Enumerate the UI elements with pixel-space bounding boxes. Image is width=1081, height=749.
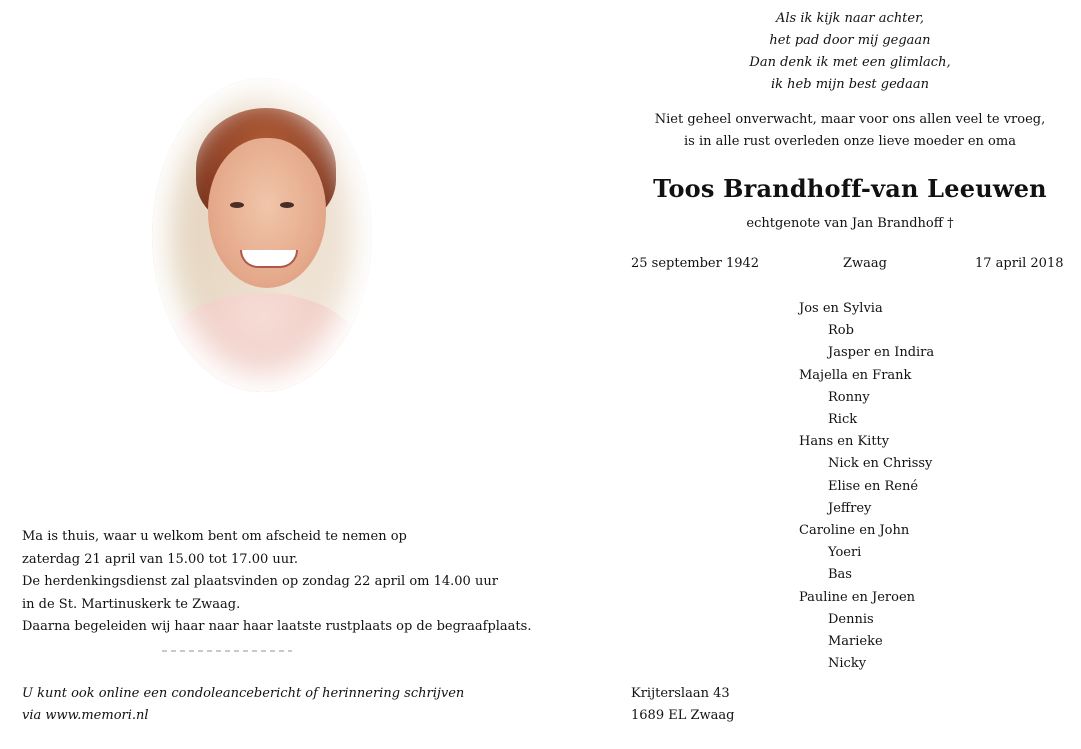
family-member: Elise en René bbox=[828, 478, 919, 494]
place: Zwaag bbox=[843, 256, 887, 271]
farewell-line: Ma is thuis, waar u welkom bent om afscheid te nemen op bbox=[22, 529, 407, 544]
farewell-line: in de St. Martinuskerk te Zwaag. bbox=[22, 596, 241, 612]
death-date: 17 april 2018 bbox=[975, 256, 1064, 271]
family-member: Caroline en John bbox=[799, 523, 910, 539]
address-street: Krijterslaan 43 bbox=[631, 686, 730, 701]
farewell-info bbox=[22, 526, 531, 639]
family-member: Nicky bbox=[828, 656, 867, 672]
announcement-intro bbox=[630, 109, 1070, 153]
online-link[interactable]: via www.memori.nl bbox=[22, 708, 149, 723]
poem bbox=[630, 8, 1070, 96]
intro-line: Niet geheel onverwacht, maar voor ons allen veel te vroeg, bbox=[654, 112, 1046, 127]
birth-date: 25 september 1942 bbox=[631, 256, 760, 271]
family-member: Majella en Frank bbox=[799, 367, 912, 383]
family-member: Jeffrey bbox=[828, 500, 872, 516]
family-member: Ronny bbox=[828, 389, 870, 405]
family-member: Jos en Sylvia bbox=[799, 301, 883, 316]
family-member: Hans en Kitty bbox=[799, 434, 890, 450]
poem-line: ik heb mijn best gedaan bbox=[771, 77, 929, 92]
deceased-name: Toos Brandhoff-van Leeuwen bbox=[653, 174, 1047, 203]
family-member: Nick en Chrissy bbox=[828, 456, 933, 472]
family-member: Rob bbox=[828, 323, 854, 339]
farewell-line: De herdenkingsdienst zal plaatsvinden op zondag 22 april om 14.00 uur bbox=[22, 574, 498, 590]
family-member: Bas bbox=[828, 567, 852, 583]
intro-line: is in alle rust overleden onze lieve moeder en oma bbox=[684, 134, 1016, 149]
farewell-line: Daarna begeleiden wij haar naar haar laatste rustplaats op de begraafplaats. bbox=[22, 619, 532, 635]
family-member: Jasper en Indira bbox=[828, 345, 935, 361]
online-condolence bbox=[22, 683, 464, 727]
poem-line: Als ik kijk naar achter, bbox=[775, 11, 925, 26]
poem-line: Dan denk ik met een glimlach, bbox=[749, 55, 951, 70]
family-member: Marieke bbox=[828, 634, 883, 650]
home-address bbox=[631, 683, 734, 727]
divider bbox=[162, 650, 292, 652]
online-line: U kunt ook online een condoleancebericht of herinnering schrijven bbox=[22, 686, 465, 701]
address-city: 1689 EL Zwaag bbox=[631, 708, 735, 723]
family-member: Rick bbox=[828, 412, 858, 428]
portrait-photo bbox=[152, 78, 372, 392]
poem-line: het pad door mij gegaan bbox=[769, 33, 931, 48]
family-member: Pauline en Jeroen bbox=[799, 589, 916, 605]
farewell-line: zaterdag 21 april van 15.00 tot 17.00 uur. bbox=[22, 551, 299, 567]
family-member: Yoeri bbox=[828, 545, 862, 561]
spouse-line: echtgenote van Jan Brandhoff † bbox=[746, 216, 954, 231]
family-list bbox=[799, 298, 934, 675]
family-member: Dennis bbox=[828, 611, 874, 627]
